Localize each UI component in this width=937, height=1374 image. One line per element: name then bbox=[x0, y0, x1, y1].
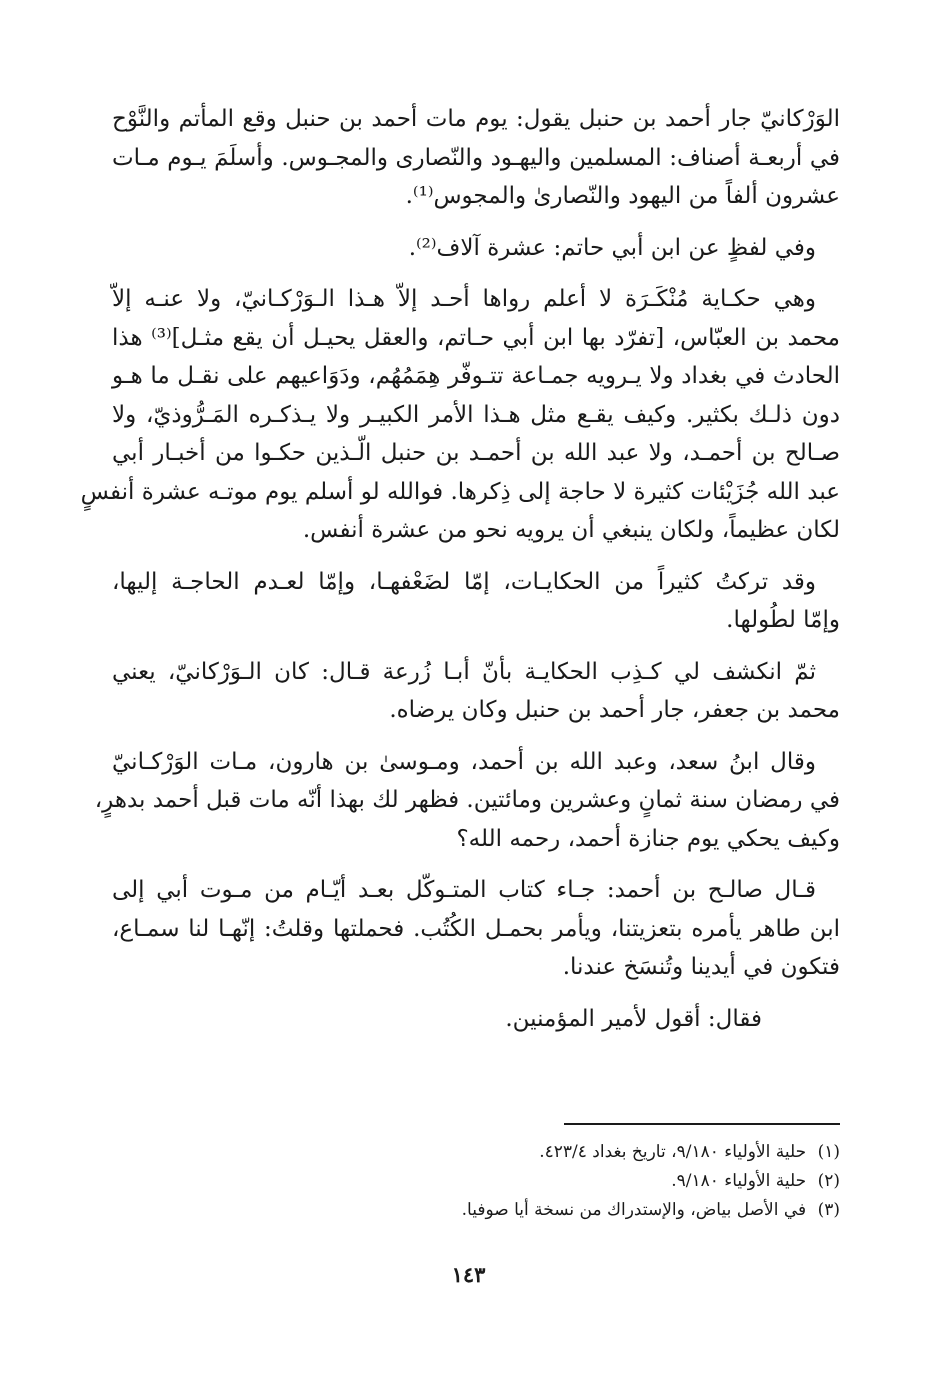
text-line: فقال: أقول لأمير المؤمنين. bbox=[505, 1005, 762, 1032]
text-line: فتكون في أيدينا وتُنسَخ عندنا. bbox=[562, 954, 840, 980]
paragraph-7 bbox=[112, 871, 840, 987]
footnote-text: حلية الأولياء ٩/١٨٠، تاريخ بغداد ٤٢٣/٤. bbox=[539, 1142, 807, 1162]
text-line: الوَرْكانيّ جار أحمد بن حنبل يقول: يوم مات أحمد بن حنبل وقع المأتم والنَّوْح bbox=[112, 106, 840, 132]
text-line: وقال ابنُ سعد، وعبد الله بن أحمد، ومـوسىٰ بن هارون، مـات الوَرْكـانيّ bbox=[112, 748, 816, 775]
text-line: عشرون ألفاً من اليهود والنّصارىٰ والمجوس⁽¹⁾. bbox=[405, 183, 840, 209]
text-line: وكيف يحكي يوم جنازة أحمد، رحمه الله؟ bbox=[456, 825, 840, 852]
paragraph-2 bbox=[112, 229, 840, 268]
text-line: ثمّ انكشف لي كـذِب الحكايـة بأنّ أبـا زُرعة قـال: كان الـوَرْكانيّ، يعني bbox=[112, 658, 816, 685]
text-line: قـال صالـح بن أحمد: جـاء كتاب المتـوكّل بعـد أيّـام من مـوت أبي إلى bbox=[112, 877, 816, 903]
paragraph-4 bbox=[112, 563, 840, 640]
footnote-text: حلية الأولياء ٩/١٨٠. bbox=[671, 1171, 807, 1191]
paragraph-3 bbox=[80, 280, 840, 550]
text-line: وهي حكـاية مُنْكَـرَة لا أعلم رواها أحـد إلاّ هـذا الـوَرْكـانيّ، ولا عنـه إلاّ bbox=[112, 286, 816, 312]
footnote-text: في الأصل بياض، والإستدراك من نسخة أيا صوفيا. bbox=[461, 1200, 807, 1220]
text-line: وإمّا لطُولها. bbox=[726, 607, 840, 633]
footnote-separator bbox=[564, 1123, 840, 1125]
footnote-number: (٣) bbox=[817, 1200, 840, 1220]
paragraph-6 bbox=[94, 743, 840, 859]
footnote-number: (٢) bbox=[817, 1171, 840, 1191]
text-line: في أربعـة أصناف: المسلمين واليهـود والنّصارى والمجـوس. وأسلَمَ يـوم مـات bbox=[112, 144, 840, 171]
text-line: ابن طاهر يأمره بتعزيتنا، ويأمر بحمـل الكُتُب. فحملتها وقلتُ: إنّهـا لنا سمـاع، bbox=[112, 915, 840, 942]
text-line: صـالح بن أحمـد، ولا عبد الله بن أحمـد بن حنبل الّـذين حكـوا من أخبـار أبي bbox=[112, 440, 840, 466]
text-line: عبد الله جُزَيْئات كثيرة لا حاجة إلى ذِكرها. فوالله لو أسلم يوم موتـه عشرة أنفسٍ bbox=[80, 478, 840, 505]
paragraph-5 bbox=[112, 653, 840, 730]
text-line: لكان عظيماً، ولكان ينبغي أن يرويه نحو من عشرة أنفس. bbox=[302, 517, 840, 543]
text-line: محمد بن جعفر، جار أحمد بن حنبل وكان يرضاه. bbox=[389, 697, 840, 723]
footnote-1 bbox=[112, 1138, 840, 1167]
footnote-3 bbox=[112, 1196, 840, 1225]
paragraph-1 bbox=[112, 100, 840, 216]
page-body bbox=[80, 100, 840, 1051]
footnote-number: (١) bbox=[817, 1142, 840, 1162]
footnote-2 bbox=[112, 1167, 840, 1196]
text-line: وفي لفظٍ عن ابن أبي حاتم: عشرة آلاف⁽²⁾. bbox=[408, 234, 816, 261]
text-line: محمد بن العبّاس، [تفرّد بها ابن أبي حـاتم، والعقل يحيـل أن يقع مثـل]⁽³⁾ هذا bbox=[112, 324, 840, 351]
text-line: في رمضان سنة ثمانٍ وعشرين ومائتين. فظهر لك بهذا أنّه مات قبل أحمد بدهرٍ، bbox=[94, 787, 840, 813]
text-line: الحادث في بغداد ولا يـرويه جمـاعة تتـوفّر هِمَمُهُم، ودَوَاعيهم على نقـل ما هـو bbox=[112, 363, 840, 389]
page-number: ١٤٣ bbox=[451, 1262, 486, 1287]
paragraph-8 bbox=[112, 1000, 840, 1039]
text-line: دون ذلـك بكثير. وكيف يقـع مثل هـذا الأمر الكبيـر ولا يـذكـره المَـرُّوذيّ، ولا bbox=[112, 401, 840, 428]
footnotes bbox=[112, 1138, 840, 1225]
text-line: وقد تركتُ كثيراً من الحكايـات، إمّا لضَعْفهـا، وإمّا لعـدم الحاجـة إليها، bbox=[112, 568, 816, 595]
